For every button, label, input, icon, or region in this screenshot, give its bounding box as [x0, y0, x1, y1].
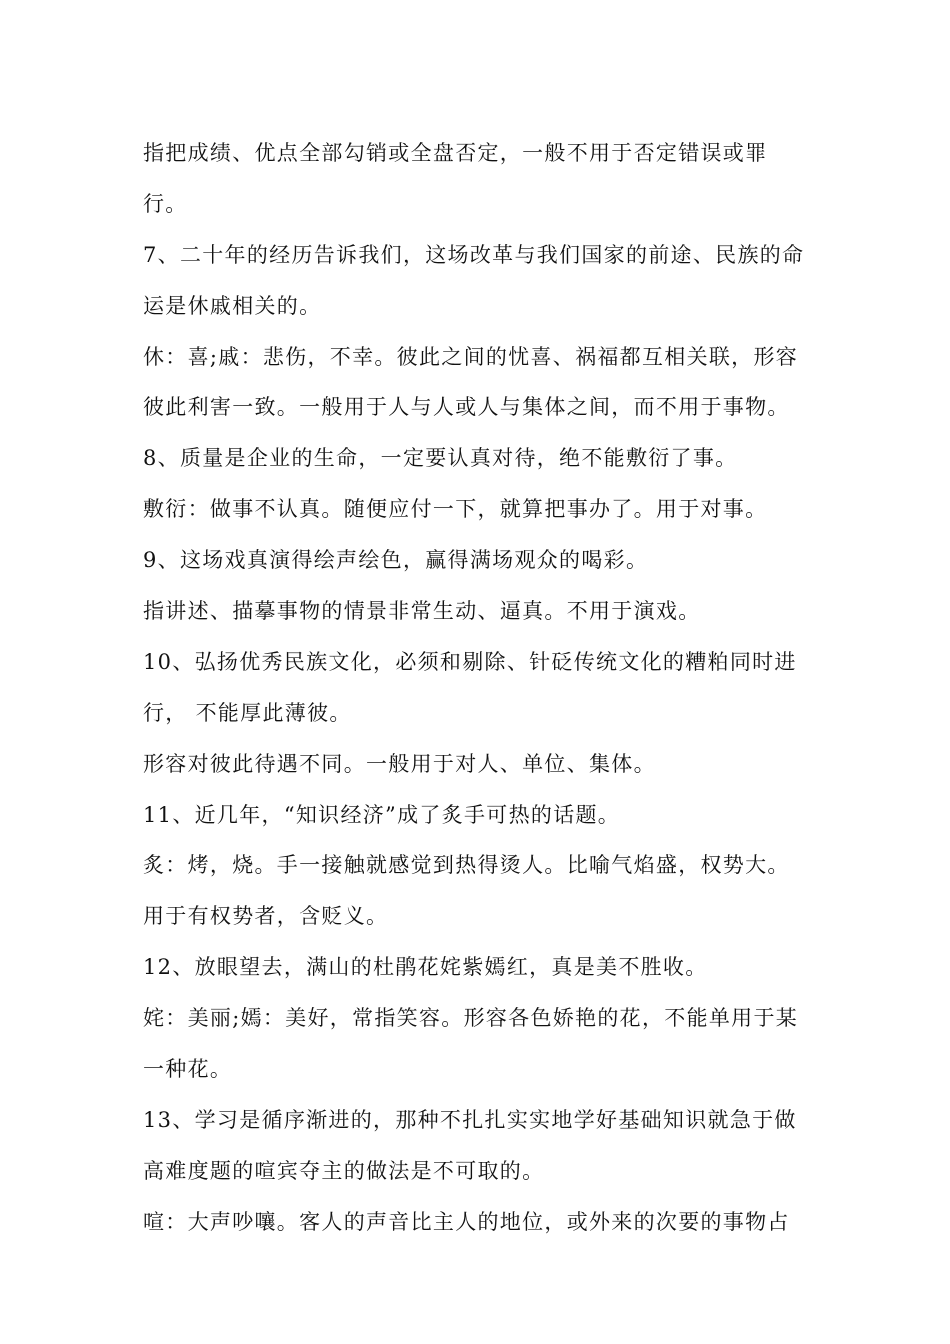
text-line: 行， 不能厚此薄彼。 [143, 700, 352, 725]
text-line: 13、学习是循序渐进的，那种不扎扎实实地学好基础知识就急于做 [143, 1107, 797, 1132]
document-body [143, 128, 815, 1248]
text-line: 指把成绩、优点全部勾销或全盘否定，一般不用于否定错误或罪 [143, 141, 768, 165]
text-line: 用于有权势者，含贬义。 [143, 904, 389, 929]
text-line: 炙：烤，烧。手一接触就感觉到热得烫人。比喻气焰盛，权势大。 [143, 853, 790, 878]
text-line: 姹：美丽;嫣：美好，常指笑容。形容各色娇艳的花，不能单用于某 [143, 1006, 799, 1031]
text-line: 11、近几年，“知识经济”成了炙手可热的话题。 [143, 802, 621, 827]
text-line: 形容对彼此待遇不同。一般用于对人、单位、集体。 [143, 751, 656, 776]
text-line: 休：喜;戚：悲伤，不幸。彼此之间的忧喜、祸福都互相关联，形容 [143, 344, 799, 369]
text-line: 8、质量是企业的生命，一定要认真对待，绝不能敷衍了事。 [143, 446, 738, 471]
text-line: 9、这场戏真演得绘声绘色，赢得满场观众的喝彩。 [143, 548, 649, 573]
text-line: 高难度题的喧宾夺主的做法是不可取的。 [143, 1158, 545, 1183]
text-line: 运是休戚相关的。 [143, 293, 322, 318]
text-line: 10、弘扬优秀民族文化，必须和剔除、针砭传统文化的糟粕同时进 [143, 649, 797, 674]
text-line: 指讲述、描摹事物的情景非常生动、逼真。不用于演戏。 [143, 599, 701, 624]
text-line: 彼此利害一致。一般用于人与人或人与集体之间，而不用于事物。 [143, 395, 790, 420]
text-line: 喧：大声吵嚷。客人的声音比主人的地位，或外来的次要的事物占 [143, 1209, 790, 1234]
text-line: 7、二十年的经历告诉我们，这场改革与我们国家的前途、民族的命 [143, 242, 805, 267]
text-line: 敷衍：做事不认真。随便应付一下，就算把事办了。用于对事。 [143, 497, 768, 522]
text-line: 12、放眼望去，满山的杜鹃花姹紫嫣红，真是美不胜收。 [143, 955, 708, 980]
text-line: 行。 [143, 191, 188, 216]
text-line: 一种花。 [143, 1057, 233, 1082]
